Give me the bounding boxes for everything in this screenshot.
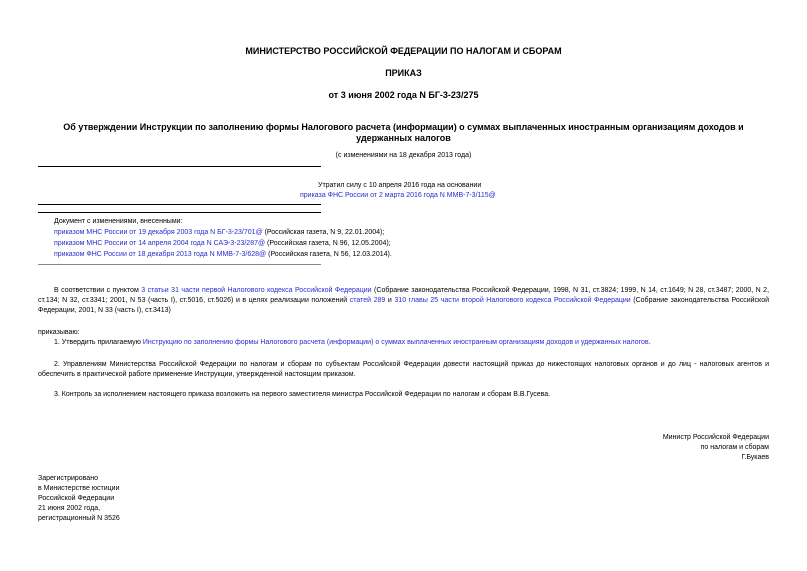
registration-line: в Министерстве юстиции <box>38 485 120 492</box>
preamble-text: и <box>385 297 395 304</box>
signature-line: Г.Букаев <box>741 454 769 461</box>
divider <box>38 204 321 205</box>
order-item-3: 3. Контроль за исполнением настоящего приказа возложить на первого заместителя министра Российской Федерации по налогам и сборам В.В.Гусева. <box>54 391 551 398</box>
signature-block <box>663 433 769 463</box>
divider <box>38 264 321 265</box>
ministry-heading: МИНИСТЕРСТВО РОССИЙСКОЙ ФЕДЕРАЦИИ ПО НАЛОГАМ И СБОРАМ <box>245 46 562 56</box>
registration-line: Зарегистрировано <box>38 475 98 482</box>
registration-block <box>38 474 120 524</box>
preamble-paragraph <box>38 286 769 316</box>
order-prikazyvayu: приказываю: <box>38 329 80 336</box>
preamble-link[interactable]: 310 главы 25 части второй Налогового кодекса Российской Федерации <box>394 297 631 304</box>
registration-line: регистрационный N 3526 <box>38 515 120 522</box>
order-text: . <box>648 339 651 346</box>
change-link[interactable]: приказом МНС России от 14 апреля 2004 года N САЭ-3-23/287@ <box>54 240 266 247</box>
preamble-text: (Собрание законодательства Российской Федерации, 2001, N 33 (часть I), ст.3413) <box>38 297 770 314</box>
changes-item <box>54 228 384 238</box>
signature-line: по налогам и сборам <box>700 444 769 451</box>
preamble-text: (Собрание законодательства Российской Федерации, 1998, N 31, ст.3824; 1999, N 14, ст.1649; N 28, ст.3487; 2000, N 2, ст.134; N 32, ст.3341; 2001, N 53 (часть I), ст.5016, ст.5026) и в целях реализации положений <box>38 287 770 304</box>
change-suffix: (Российская газета, N 96, 12.05.2004); <box>265 240 391 247</box>
doc-title: Об утверждении Инструкции по заполнению формы Налогового расчета (информации) о суммах выплаченных иностранным организациям доходов и удержанных налогов <box>63 122 744 143</box>
divider <box>38 166 321 167</box>
order-item-2: 2. Управлениям Министерства Российской Федерации по налогам и сборам по субъектам Российской Федерации довести настоящий приказ до нижестоящих налоговых органов и до лиц - налоговых агентов и обеспечить в практической работе применение Инструкции, утвержденной настоящим приказом. <box>38 361 769 378</box>
doc-type-heading: ПРИКАЗ <box>385 68 422 78</box>
change-suffix: (Российская газета, N 9, 22.01.2004); <box>262 229 385 236</box>
order-text: 1. Утвердить прилагаемую <box>54 339 143 346</box>
preamble-link[interactable]: 3 статьи 31 части первой Налогового кодекса Российской Федерации <box>141 287 372 294</box>
registration-line: 21 июня 2002 года, <box>38 505 101 512</box>
doc-date-number: от 3 июня 2002 года N БГ-3-23/275 <box>328 90 479 100</box>
instruction-link[interactable]: Инструкцию по заполнению формы Налогового расчета (информации) о суммах выплаченных иностранным организациям доходов и удержанных налогов <box>142 339 649 346</box>
preamble-text: В соответствии с пунктом <box>54 287 142 294</box>
preamble-link[interactable]: статей 289 <box>349 297 386 304</box>
changes-item <box>54 250 392 260</box>
change-suffix: (Российская газета, N 56, 12.03.2014). <box>266 251 392 258</box>
signature-line: Министр Российской Федерации <box>662 434 769 441</box>
change-link[interactable]: приказом МНС России от 19 декабря 2003 года N БГ-3-23/701@ <box>54 229 263 236</box>
order-item-1 <box>38 338 769 348</box>
lost-force-text: Утратил силу с 10 апреля 2016 года на основании <box>318 182 482 189</box>
divider <box>38 212 321 213</box>
changes-heading: Документ с изменениями, внесенными: <box>54 218 183 225</box>
amended-note: (с изменениями на 18 декабря 2013 года) <box>335 152 472 159</box>
registration-line: Российской Федерации <box>38 495 115 502</box>
change-link[interactable]: приказом ФНС России от 18 декабря 2013 года N ММВ-7-3/628@ <box>54 251 267 258</box>
changes-item <box>54 239 391 249</box>
lost-force-link[interactable]: приказа ФНС России от 2 марта 2016 года N ММВ-7-3/115@ <box>300 192 496 199</box>
